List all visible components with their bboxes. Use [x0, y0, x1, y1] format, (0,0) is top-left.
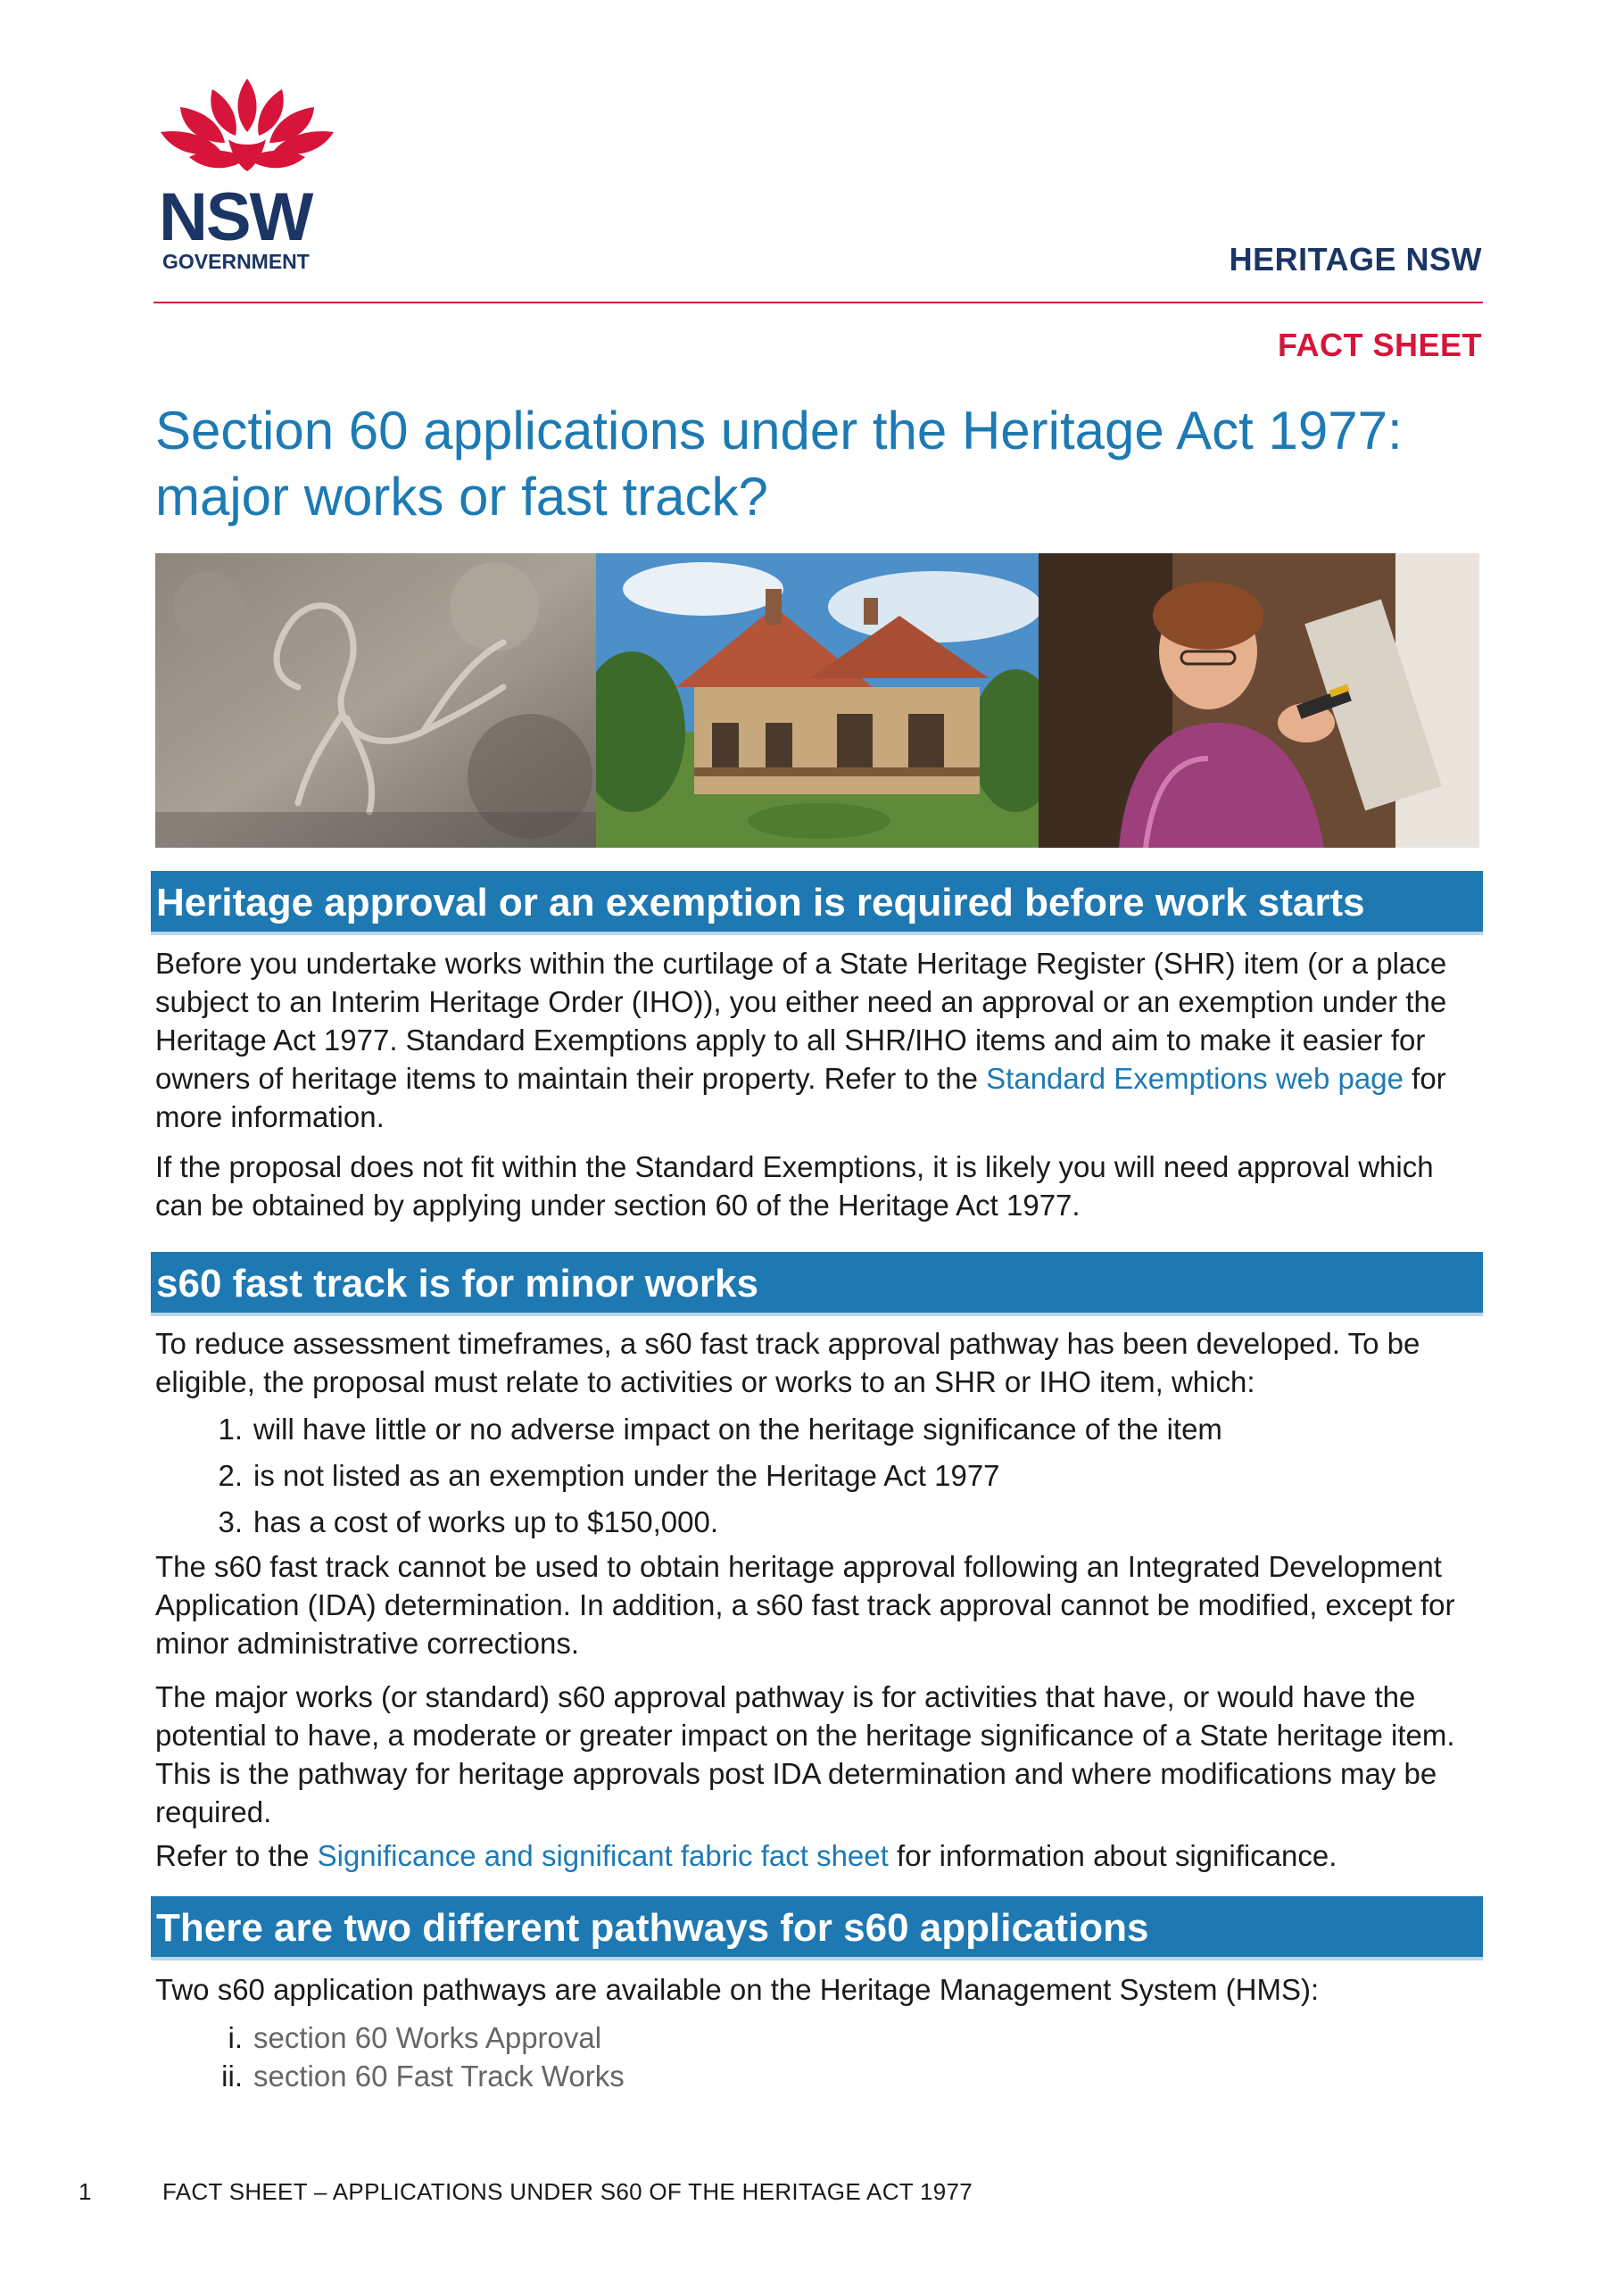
woman-working-photo [1039, 553, 1479, 848]
significance-fact-sheet-link[interactable]: Significance and significant fabric fact sheet [317, 1839, 889, 1872]
paragraph-major-works: The major works (or standard) s60 approval pathway is for activities that have, or would have the potential to have, a moderate or greater impact on the heritage significance of a State heritage item. This is the pathway for heritage approvals post IDA determination and where modifications may be required. [155, 1680, 1455, 1828]
paragraph-significance-ref [155, 1836, 1485, 1875]
list-item-text: section 60 Works Approval [253, 2021, 602, 2054]
eligibility-list [155, 1410, 1485, 1549]
paragraph-fast-track-intro: To reduce assessment timeframes, a s60 fast track approval pathway has been developed. To be eligible, the proposal must relate to activities or works to an SHR or IHO item, which: [155, 1327, 1420, 1398]
list-item [155, 1410, 1485, 1448]
list-item [155, 1503, 1485, 1541]
logo-wordmark: NSW [159, 179, 312, 255]
logo-subtext: GOVERNMENT [162, 250, 310, 273]
paragraph-approval-s60: If the proposal does not fit within the Standard Exemptions, it is likely you will need approval which can be obtained by applying under section 60 of the Heritage Act 1977. [155, 1150, 1434, 1222]
list-item-text: will have little or no adverse impact on the heritage significance of the item [253, 1413, 1222, 1446]
list-marker: ii. [221, 2060, 243, 2093]
list-item [155, 2018, 1485, 2057]
page-title: Section 60 applications under the Heritage Act 1977: major works or fast track? [155, 401, 1403, 526]
standard-exemptions-link[interactable]: Standard Exemptions web page [986, 1062, 1404, 1095]
paragraph-text: Before you undertake works within the curtilage of a State Heritage Register (SHR) item (or a place subject to an Interim Heritage Order (IHO)), you either need an approval or an exemption under the Heritage Act 1977. Standard Exemptions apply to all SHR/IHO items and aim to make it easier for owners of heritage items to maintain their property. Refer to the [155, 947, 1447, 1095]
paragraph-fast-track-limits: The s60 fast track cannot be used to obtain heritage approval following an Integrated Development Application (IDA) determination. In addition, a s60 fast track approval cannot be modified, except for minor administrative corrections. [155, 1550, 1455, 1660]
list-item [155, 1456, 1485, 1495]
paragraph-text-after: for more information. [155, 1062, 1446, 1133]
list-marker: 2. [218, 1459, 243, 1492]
rock-engraving-photo [155, 553, 596, 848]
nsw-government-logo [153, 77, 341, 280]
paragraph-approval-intro [155, 944, 1485, 1136]
list-marker: 1. [218, 1413, 243, 1446]
list-marker: 3. [218, 1505, 243, 1538]
waratah-flower-icon [153, 77, 341, 184]
footer-text: FACT SHEET – APPLICATIONS UNDER S60 OF THE HERITAGE ACT 1977 [162, 2178, 973, 2205]
image-strip [155, 553, 1479, 848]
heritage-house-photo [596, 553, 1039, 848]
paragraph-text-after: for information about significance. [888, 1839, 1337, 1872]
pathways-list [155, 2018, 1485, 2095]
paragraph-pathways-intro: Two s60 application pathways are available on the Heritage Management System (HMS): [155, 1973, 1320, 2006]
header-divider [153, 302, 1483, 303]
list-item-text: has a cost of works up to $150,000. [253, 1505, 718, 1538]
section-heading-approval: Heritage approval or an exemption is required before work starts [151, 871, 1483, 935]
list-item-text: section 60 Fast Track Works [253, 2060, 625, 2093]
section-heading-fast-track: s60 fast track is for minor works [151, 1252, 1483, 1316]
doc-type-label: FACT SHEET [1277, 327, 1482, 363]
page-number: 1 [79, 2178, 92, 2205]
list-item [155, 2057, 1485, 2095]
list-item-text: is not listed as an exemption under the Heritage Act 1977 [253, 1459, 1000, 1492]
list-marker: i. [228, 2021, 243, 2054]
org-name: HERITAGE NSW [1229, 241, 1482, 278]
section-heading-pathways: There are two different pathways for s60 applications [151, 1896, 1483, 1960]
paragraph-text: Refer to the [155, 1839, 318, 1872]
